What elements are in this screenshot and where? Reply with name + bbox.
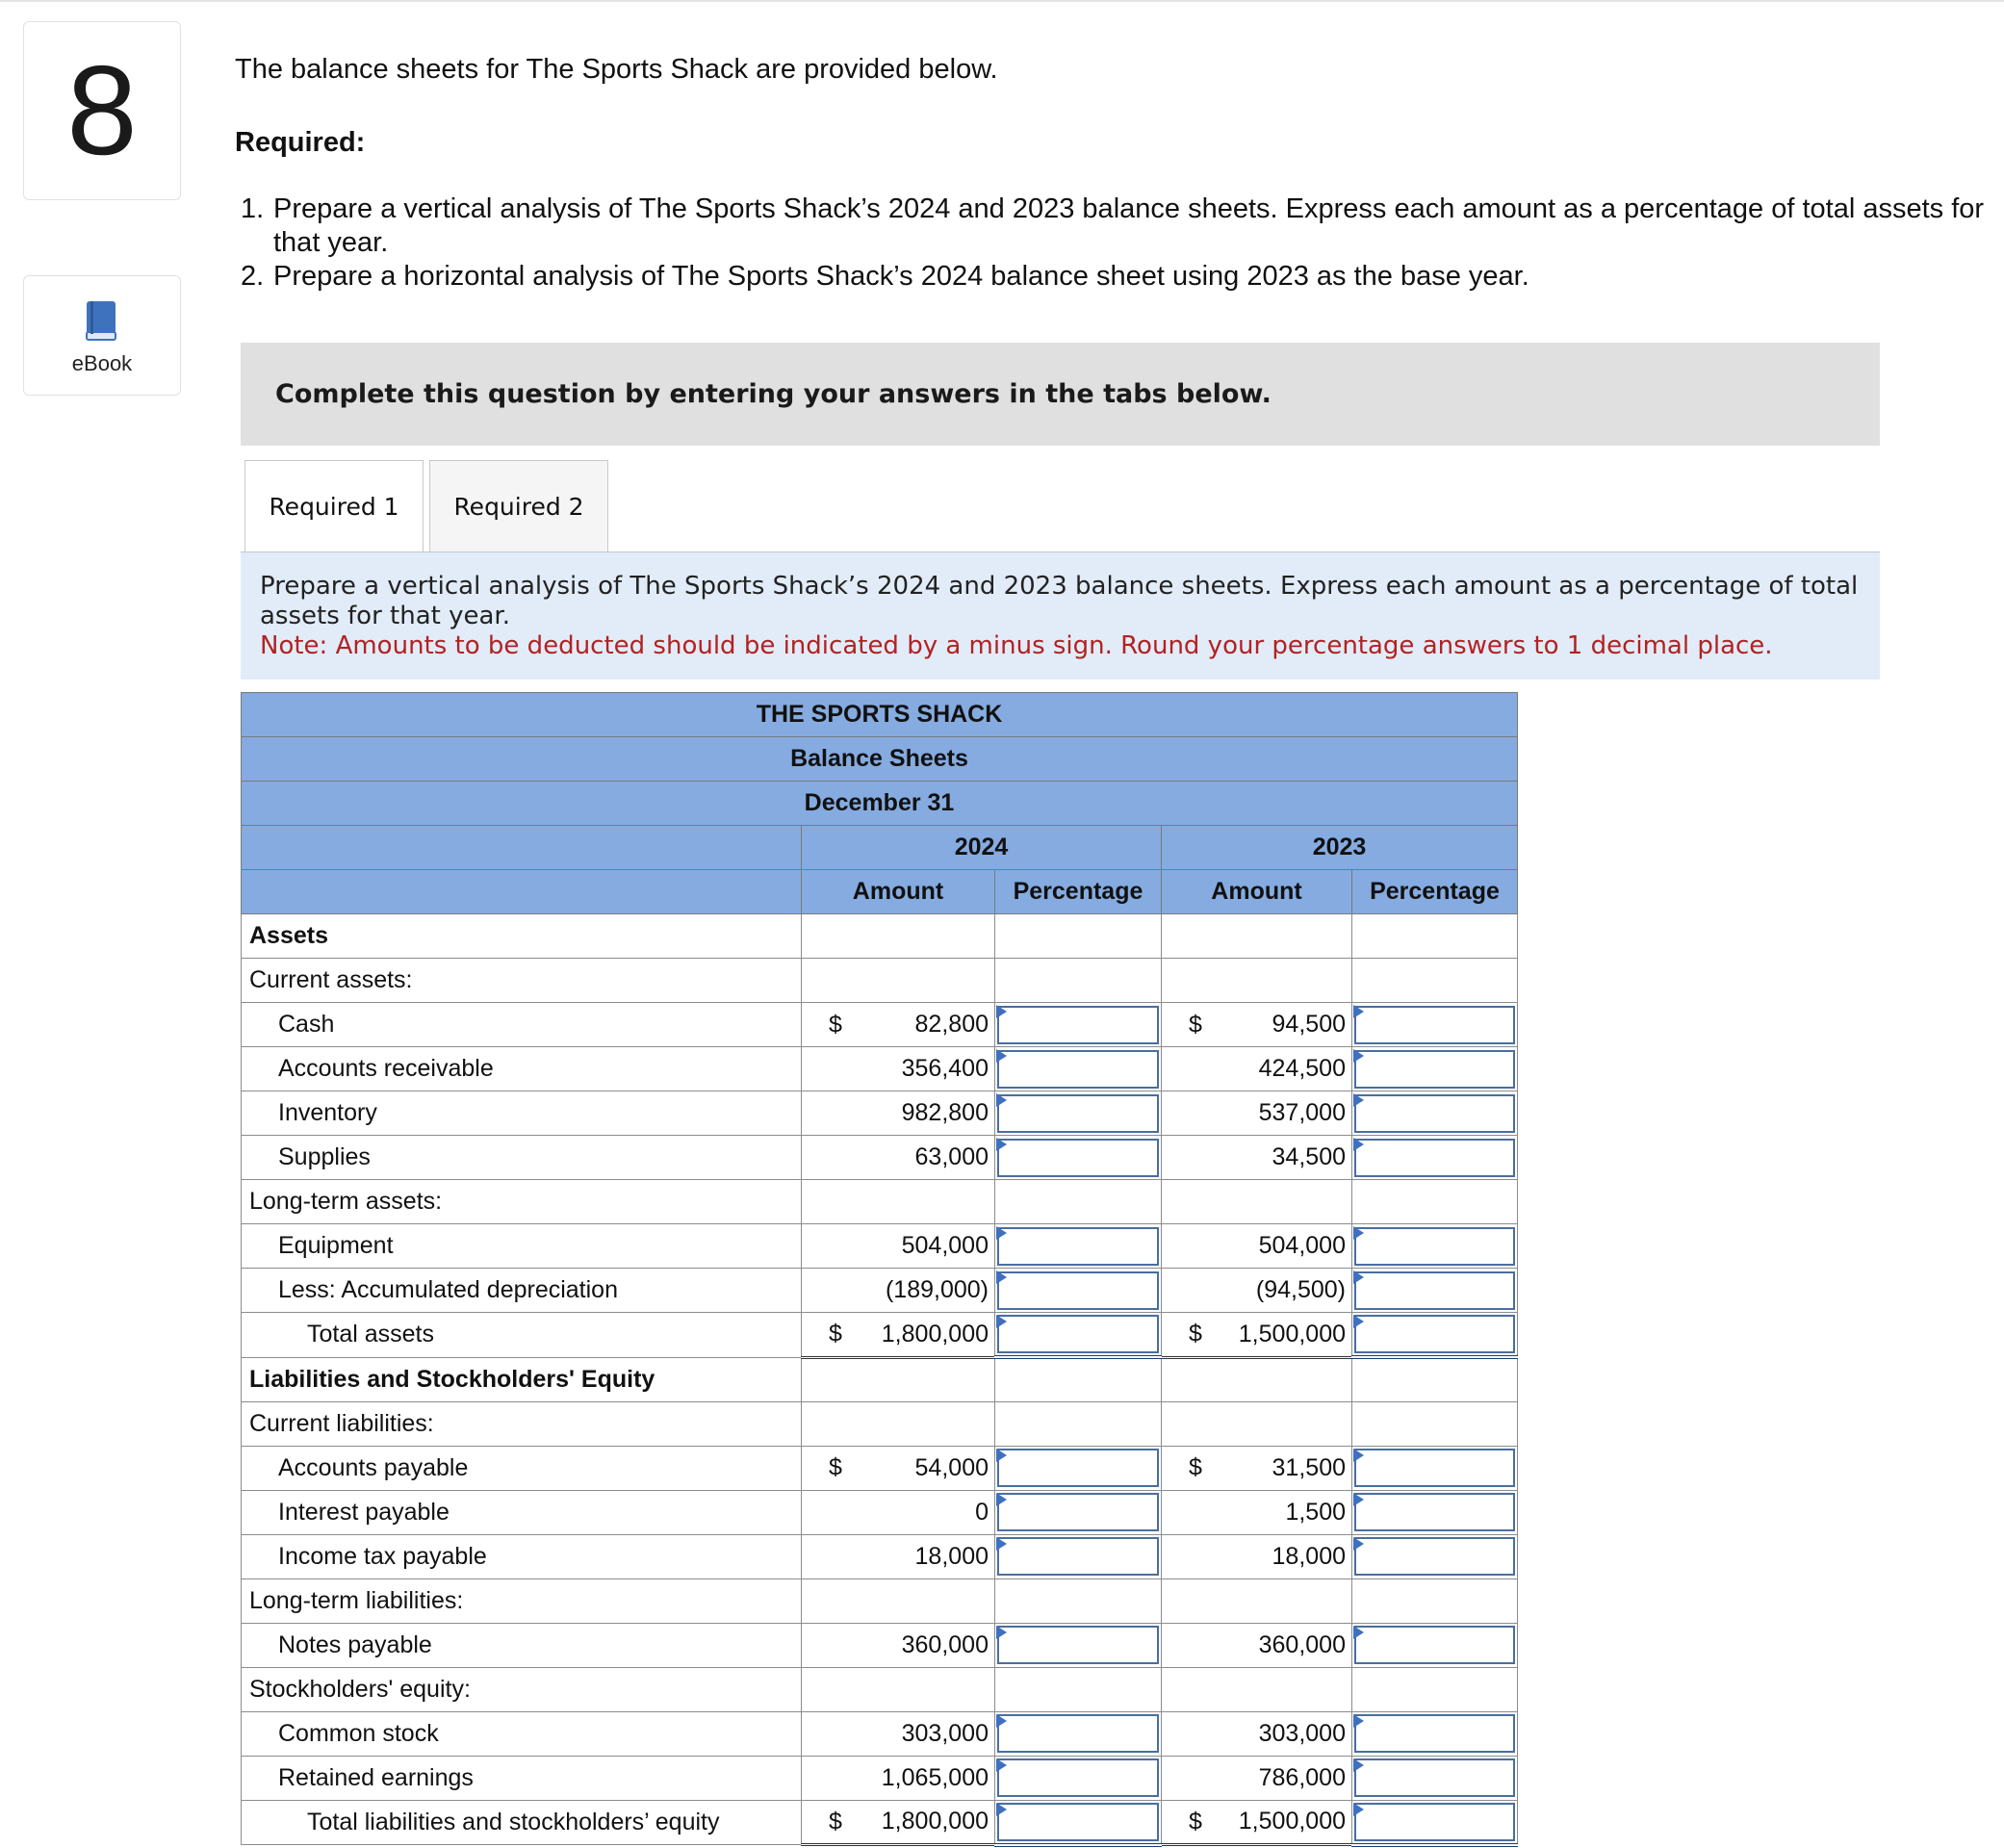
percentage-input[interactable] bbox=[997, 1493, 1159, 1531]
row-label: Less: Accumulated depreciation bbox=[242, 1269, 802, 1313]
row-label: Inventory bbox=[242, 1091, 802, 1136]
flag-icon bbox=[996, 1315, 1007, 1328]
flag-icon bbox=[996, 1005, 1007, 1018]
amount-2023: $ 1,500,000 bbox=[1162, 1313, 1352, 1358]
amount-2024: 504,000 bbox=[802, 1224, 995, 1269]
amount-2024: 360,000 bbox=[802, 1623, 995, 1667]
subsection-label: Current liabilities: bbox=[242, 1401, 802, 1446]
amount-2023: 504,000 bbox=[1162, 1224, 1352, 1269]
percentage-2024-cell bbox=[995, 1313, 1162, 1358]
dollar-sign: $ bbox=[1189, 1808, 1202, 1835]
amount-2023: 34,500 bbox=[1162, 1136, 1352, 1180]
flag-icon bbox=[996, 1049, 1007, 1063]
flag-icon bbox=[1353, 1758, 1364, 1772]
question-intro: The balance sheets for The Sports Shack are provided below. bbox=[235, 54, 998, 85]
row-label: Cash bbox=[242, 1003, 802, 1047]
table-row bbox=[242, 1091, 1518, 1136]
row-label: Notes payable bbox=[242, 1623, 802, 1667]
header-title-row bbox=[242, 737, 1518, 782]
row-label: Accounts payable bbox=[242, 1446, 802, 1490]
percentage-input[interactable] bbox=[997, 1449, 1159, 1487]
subsection-row bbox=[242, 1667, 1518, 1711]
flag-icon bbox=[996, 1449, 1007, 1462]
dollar-sign: $ bbox=[1189, 1011, 1202, 1038]
question-number: 8 bbox=[66, 39, 138, 181]
percentage-input[interactable] bbox=[1354, 1315, 1515, 1353]
percentage-input[interactable] bbox=[997, 1537, 1159, 1576]
header-date-row bbox=[242, 782, 1518, 826]
amount-2023: 1,500 bbox=[1162, 1490, 1352, 1534]
header-year-row bbox=[242, 826, 1518, 870]
tab-required-2[interactable]: Required 2 bbox=[429, 460, 608, 552]
amount-2024: $ 1,800,000 bbox=[802, 1800, 995, 1845]
flag-icon bbox=[996, 1493, 1007, 1506]
requirement-item bbox=[241, 192, 1992, 260]
amount-2024-header: Amount bbox=[802, 870, 995, 914]
section-label: Liabilities and Stockholders' Equity bbox=[242, 1357, 802, 1401]
percentage-input[interactable] bbox=[997, 1758, 1159, 1797]
table-row bbox=[242, 1446, 1518, 1490]
percentage-2024-cell bbox=[995, 1756, 1162, 1800]
section-label: Assets bbox=[242, 914, 802, 959]
table-row bbox=[242, 1711, 1518, 1756]
row-label: Supplies bbox=[242, 1136, 802, 1180]
percentage-2023-cell bbox=[1352, 1269, 1518, 1313]
row-label: Interest payable bbox=[242, 1490, 802, 1534]
amount-2024: 63,000 bbox=[802, 1136, 995, 1180]
amount-2024: $ 82,800 bbox=[802, 1003, 995, 1047]
percentage-2024-cell bbox=[995, 1224, 1162, 1269]
requirement-text: Prepare a horizontal analysis of The Sports Shack’s 2024 balance sheet using 2023 as the base year. bbox=[273, 261, 1529, 292]
question-number-card bbox=[23, 21, 181, 200]
percentage-2023-cell bbox=[1352, 1623, 1518, 1667]
amount-2024: (189,000) bbox=[802, 1269, 995, 1313]
subsection-label: Current assets: bbox=[242, 959, 802, 1003]
dollar-sign: $ bbox=[1189, 1453, 1202, 1481]
percentage-input[interactable] bbox=[997, 1626, 1159, 1664]
flag-icon bbox=[996, 1226, 1007, 1240]
percentage-2024-cell bbox=[995, 1047, 1162, 1091]
percentage-input[interactable] bbox=[1354, 1094, 1515, 1133]
total-row bbox=[242, 1800, 1518, 1845]
statement-date: December 31 bbox=[242, 782, 1518, 826]
requirements-list bbox=[241, 192, 1992, 294]
flag-icon bbox=[1353, 1315, 1364, 1328]
amount-2023: 360,000 bbox=[1162, 1623, 1352, 1667]
dollar-sign: $ bbox=[829, 1453, 842, 1481]
flag-icon bbox=[1353, 1270, 1364, 1284]
percentage-2024-cell bbox=[995, 1136, 1162, 1180]
table-row bbox=[242, 1003, 1518, 1047]
percentage-2024-cell bbox=[995, 1269, 1162, 1313]
company-name: THE SPORTS SHACK bbox=[242, 693, 1518, 737]
amount-2023: 424,500 bbox=[1162, 1047, 1352, 1091]
header-column-row bbox=[242, 870, 1518, 914]
table-row bbox=[242, 1623, 1518, 1667]
required-heading: Required: bbox=[235, 127, 366, 158]
percentage-2023-cell bbox=[1352, 1224, 1518, 1269]
flag-icon bbox=[1353, 1049, 1364, 1063]
flag-icon bbox=[1353, 1626, 1364, 1639]
flag-icon bbox=[996, 1270, 1007, 1284]
percentage-input[interactable] bbox=[997, 1714, 1159, 1753]
percentage-2023-header: Percentage bbox=[1352, 870, 1518, 914]
percentage-2023-cell bbox=[1352, 1756, 1518, 1800]
percentage-input[interactable] bbox=[1354, 1714, 1515, 1753]
tab-prompt-panel bbox=[241, 552, 1880, 680]
amount-2024: 0 bbox=[802, 1490, 995, 1534]
flag-icon bbox=[996, 1138, 1007, 1151]
amount-2024: $ 1,800,000 bbox=[802, 1313, 995, 1358]
section-row bbox=[242, 1357, 1518, 1401]
table-row bbox=[242, 1756, 1518, 1800]
percentage-2023-cell bbox=[1352, 1313, 1518, 1358]
flag-icon bbox=[1353, 1005, 1364, 1018]
statement-title: Balance Sheets bbox=[242, 737, 1518, 782]
amount-2023: (94,500) bbox=[1162, 1269, 1352, 1313]
percentage-2023-cell bbox=[1352, 1711, 1518, 1756]
flag-icon bbox=[1353, 1138, 1364, 1151]
instruction-banner: Complete this question by entering your answers in the tabs below. bbox=[241, 343, 1880, 446]
subsection-label: Long-term liabilities: bbox=[242, 1578, 802, 1623]
flag-icon bbox=[996, 1626, 1007, 1639]
amount-2023: $ 1,500,000 bbox=[1162, 1800, 1352, 1845]
dollar-sign: $ bbox=[829, 1011, 842, 1038]
subsection-row bbox=[242, 959, 1518, 1003]
dollar-sign: $ bbox=[829, 1320, 842, 1348]
percentage-2023-cell bbox=[1352, 1091, 1518, 1136]
amount-2023: 18,000 bbox=[1162, 1534, 1352, 1578]
header-company-row bbox=[242, 693, 1518, 737]
total-row bbox=[242, 1313, 1518, 1358]
percentage-2023-cell bbox=[1352, 1136, 1518, 1180]
percentage-input[interactable] bbox=[997, 1050, 1159, 1089]
amount-2024: 356,400 bbox=[802, 1047, 995, 1091]
flag-icon bbox=[1353, 1803, 1364, 1816]
year-2024-header: 2024 bbox=[802, 826, 1162, 870]
subsection-row bbox=[242, 1180, 1518, 1224]
tab-bar bbox=[244, 460, 614, 552]
table-row bbox=[242, 1224, 1518, 1269]
percentage-input[interactable] bbox=[997, 1271, 1159, 1310]
amount-2023-header: Amount bbox=[1162, 870, 1352, 914]
percentage-2023-cell bbox=[1352, 1800, 1518, 1845]
flag-icon bbox=[1353, 1714, 1364, 1728]
percentage-input[interactable] bbox=[997, 1315, 1159, 1353]
amount-2024: 18,000 bbox=[802, 1534, 995, 1578]
percentage-input[interactable] bbox=[997, 1139, 1159, 1177]
flag-icon bbox=[1353, 1493, 1364, 1506]
requirement-item bbox=[241, 260, 1992, 294]
amount-2023: $ 31,500 bbox=[1162, 1446, 1352, 1490]
flag-icon bbox=[1353, 1537, 1364, 1551]
percentage-input[interactable] bbox=[1354, 1493, 1515, 1531]
flag-icon bbox=[996, 1537, 1007, 1551]
amount-2024: 1,065,000 bbox=[802, 1756, 995, 1800]
flag-icon bbox=[996, 1803, 1007, 1816]
percentage-input[interactable] bbox=[997, 1006, 1159, 1044]
amount-2024: 303,000 bbox=[802, 1711, 995, 1756]
percentage-2024-cell bbox=[995, 1091, 1162, 1136]
percentage-input[interactable] bbox=[1354, 1139, 1515, 1177]
year-2023-header: 2023 bbox=[1162, 826, 1518, 870]
balance-sheet-table bbox=[241, 692, 1518, 1847]
flag-icon bbox=[996, 1758, 1007, 1772]
subsection-label: Long-term assets: bbox=[242, 1180, 802, 1224]
percentage-input[interactable] bbox=[1354, 1050, 1515, 1089]
table-row bbox=[242, 1534, 1518, 1578]
table-row bbox=[242, 1490, 1518, 1534]
prompt-text: Prepare a vertical analysis of The Sports Shack’s 2024 and 2023 balance sheets. Express each amount as a percentage of total assets for that year. bbox=[260, 572, 1859, 630]
percentage-2023-cell bbox=[1352, 1490, 1518, 1534]
top-divider bbox=[0, 0, 2004, 2]
percentage-2024-cell bbox=[995, 1003, 1162, 1047]
flag-icon bbox=[996, 1093, 1007, 1107]
section-row bbox=[242, 914, 1518, 959]
percentage-2024-cell bbox=[995, 1534, 1162, 1578]
tab-required-1[interactable]: Required 1 bbox=[244, 460, 424, 553]
subsection-row bbox=[242, 1401, 1518, 1446]
percentage-input[interactable] bbox=[1354, 1803, 1515, 1841]
percentage-input[interactable] bbox=[1354, 1449, 1515, 1487]
prompt-note: Note: Amounts to be deducted should be indicated by a minus sign. Round your percentage answers to 1 decimal place. bbox=[260, 631, 1773, 660]
row-label: Retained earnings bbox=[242, 1756, 802, 1800]
percentage-input[interactable] bbox=[1354, 1271, 1515, 1310]
percentage-2024-header: Percentage bbox=[995, 870, 1162, 914]
row-label: Common stock bbox=[242, 1711, 802, 1756]
percentage-input[interactable] bbox=[997, 1803, 1159, 1841]
percentage-2023-cell bbox=[1352, 1446, 1518, 1490]
ebook-button[interactable] bbox=[23, 275, 181, 396]
flag-icon bbox=[1353, 1449, 1364, 1462]
percentage-2023-cell bbox=[1352, 1534, 1518, 1578]
requirement-number: 1. bbox=[241, 193, 265, 224]
percentage-input[interactable] bbox=[1354, 1227, 1515, 1266]
percentage-2024-cell bbox=[995, 1711, 1162, 1756]
row-label: Total assets bbox=[242, 1313, 802, 1358]
flag-icon bbox=[1353, 1226, 1364, 1240]
percentage-input[interactable] bbox=[1354, 1626, 1515, 1664]
percentage-2024-cell bbox=[995, 1446, 1162, 1490]
amount-2024: $ 54,000 bbox=[802, 1446, 995, 1490]
header-blank bbox=[242, 870, 802, 914]
subsection-row bbox=[242, 1578, 1518, 1623]
row-label: Income tax payable bbox=[242, 1534, 802, 1578]
amount-2023: 303,000 bbox=[1162, 1711, 1352, 1756]
amount-2024: 982,800 bbox=[802, 1091, 995, 1136]
percentage-input[interactable] bbox=[997, 1094, 1159, 1133]
percentage-input[interactable] bbox=[1354, 1537, 1515, 1576]
percentage-input[interactable] bbox=[997, 1227, 1159, 1266]
percentage-2024-cell bbox=[995, 1623, 1162, 1667]
subsection-label: Stockholders' equity: bbox=[242, 1667, 802, 1711]
table-row bbox=[242, 1047, 1518, 1091]
percentage-2023-cell bbox=[1352, 1047, 1518, 1091]
amount-2023: 786,000 bbox=[1162, 1756, 1352, 1800]
table-row bbox=[242, 1136, 1518, 1180]
row-label: Equipment bbox=[242, 1224, 802, 1269]
row-label: Total liabilities and stockholders’ equity bbox=[242, 1800, 802, 1845]
amount-2023: $ 94,500 bbox=[1162, 1003, 1352, 1047]
percentage-input[interactable] bbox=[1354, 1006, 1515, 1044]
percentage-2023-cell bbox=[1352, 1003, 1518, 1047]
dollar-sign: $ bbox=[829, 1808, 842, 1835]
percentage-input[interactable] bbox=[1354, 1758, 1515, 1797]
flag-icon bbox=[1353, 1093, 1364, 1107]
flag-icon bbox=[996, 1714, 1007, 1728]
requirement-number: 2. bbox=[241, 261, 265, 292]
book-icon bbox=[85, 299, 119, 342]
amount-2023: 537,000 bbox=[1162, 1091, 1352, 1136]
header-blank bbox=[242, 826, 802, 870]
ebook-label: eBook bbox=[71, 351, 133, 375]
dollar-sign: $ bbox=[1189, 1320, 1202, 1348]
percentage-2024-cell bbox=[995, 1800, 1162, 1845]
requirement-text: Prepare a vertical analysis of The Sports Shack’s 2024 and 2023 balance sheets. Express each amount as a percentage of total assets for that year. bbox=[273, 193, 1985, 258]
row-label: Accounts receivable bbox=[242, 1047, 802, 1091]
percentage-2024-cell bbox=[995, 1490, 1162, 1534]
table-row bbox=[242, 1269, 1518, 1313]
